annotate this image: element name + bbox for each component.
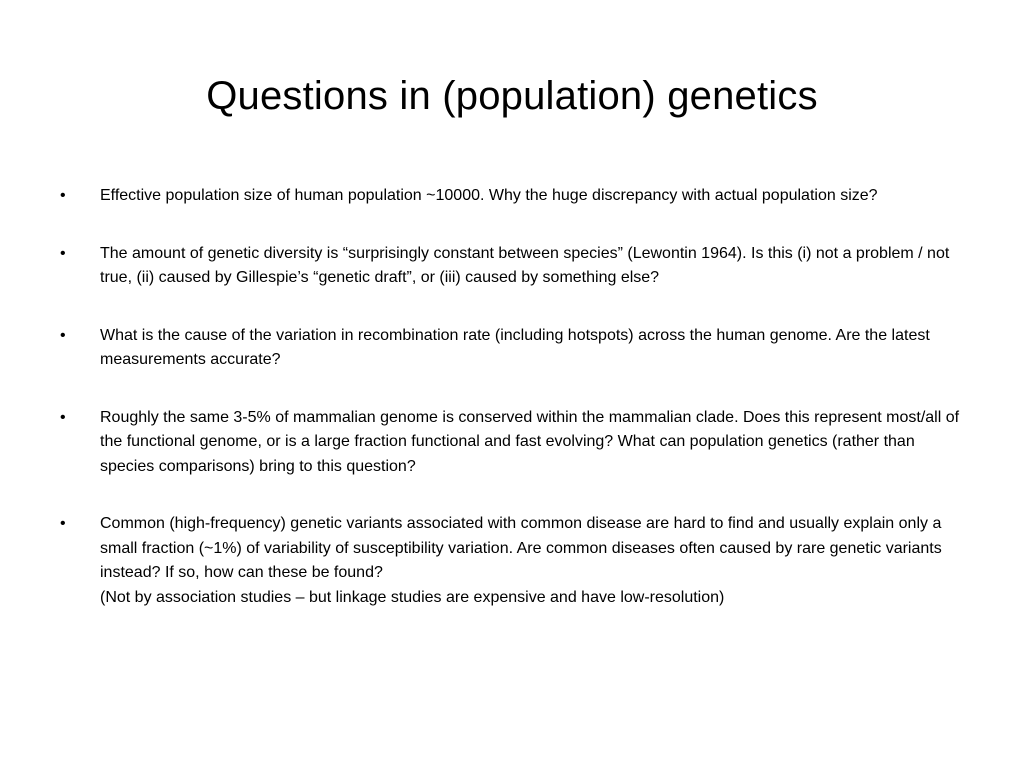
bullet-text (100, 406, 960, 480)
bullet-line: The amount of genetic diversity is “surprisingly constant between species” (Lewontin 1964). Is this (i) not a problem / not true, (ii) caused by Gillespie’s “genetic draft”, or (iii) caused by something else? (100, 244, 950, 286)
slide-title: Questions in (population) genetics (206, 74, 818, 118)
bullet-marker: • (60, 187, 66, 204)
bullet-line: Effective population size of human population ~10000. Why the huge discrepancy with actual population size? (100, 187, 878, 204)
bullet-text (100, 512, 960, 610)
bullet-line: Roughly the same 3-5% of mammalian genome is conserved within the mammalian clade. Does this represent most/all of the functional genome, or is a large fraction functional and fast evolving? What can population genetics (rather than species comparisons) bring to this question? (100, 408, 960, 475)
bullet-item (60, 406, 960, 480)
bullet-marker: • (60, 244, 66, 262)
bullet-item (60, 324, 960, 373)
bullet-text (100, 242, 960, 291)
bullet-text (100, 324, 960, 373)
bullet-text (100, 184, 960, 209)
bullet-list (60, 184, 960, 610)
bullet-line-note: (Not by association studies – but linkage studies are expensive and have low-resolution) (100, 588, 725, 606)
bullet-line: Common (high-frequency) genetic variants associated with common disease are hard to find and usually explain only a small fraction (~1%) of variability of susceptibility variation. Are common diseases often caused by rare genetic variants instead? If so, how can these be found? (100, 515, 942, 581)
bullet-item (60, 184, 960, 209)
bullet-line: What is the cause of the variation in recombination rate (including hotspots) across the human genome. Are the latest measurements accurate? (100, 326, 930, 368)
bullet-marker: • (60, 326, 66, 344)
bullet-marker: • (60, 408, 66, 426)
bullet-item (60, 512, 960, 610)
bullet-marker: • (60, 515, 66, 532)
bullet-item (60, 242, 960, 291)
